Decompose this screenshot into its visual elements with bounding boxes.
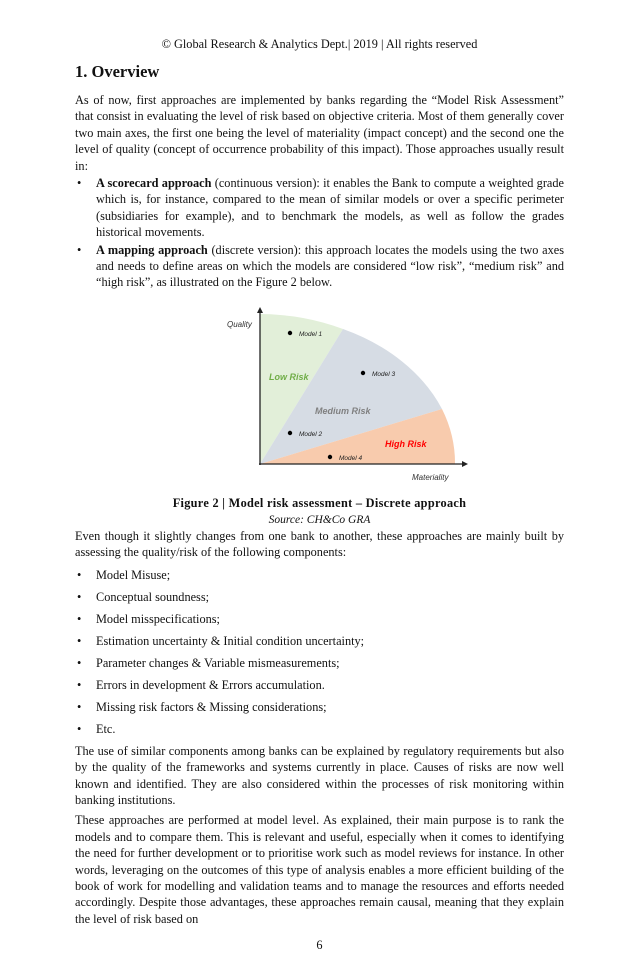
page-header: © Global Research & Analytics Dept.| 2019 | All rights reserved [161, 37, 478, 51]
bullet-icon: • [77, 721, 82, 736]
approach-text: (discrete version): this approach locates the models using the two axes and needs to define areas on which the models are considered “low risk”, “medium risk” and “high risk”, as illustrated on the Figure 2 below. [96, 242, 565, 290]
model-label: Model 4 [339, 454, 363, 462]
list-item [77, 611, 564, 627]
intro-paragraph: As of now, first approaches are implemented by banks regarding the “Model Risk Assessment” that consist in evaluating the level of risk based on objective criteria. Most of them generally cover two main axes, the first one being the level of materiality (impact concept) and the second one the level of quality (concept of occurrence probability of this impact). Those approaches usually result in: [75, 93, 564, 173]
model-label: Model 1 [299, 330, 323, 338]
paragraph-model-level: These approaches are performed at model level. As explained, their main purpose is to rank the models and to compare them. This is relevant and useful, especially when it comes to identifying the need for further development or to prioritise work such as model reviews for instance. In other words, leveraging on the outcomes of this type of analysis enables a more efficient building of the book of work for modelling and validation teams and to manage the resources and efforts needed accordingly. Despite those advantages, these approaches remain causal, meaning that they explain the level of risk based on [75, 813, 564, 926]
bullet-icon: • [77, 633, 82, 648]
figure-caption: Figure 2 | Model risk assessment – Discrete approach [172, 495, 467, 510]
approach-item [77, 175, 564, 241]
list-item-text: Errors in development & Errors accumulation. [96, 677, 325, 692]
list-item [77, 633, 564, 649]
y-axis-label: Quality [227, 319, 252, 329]
model-point [328, 455, 332, 459]
list-item [77, 699, 564, 715]
list-item-text: Parameter changes & Variable mismeasurements; [96, 655, 340, 670]
list-item-text: Model misspecifications; [96, 611, 220, 626]
bullet-icon: • [77, 242, 82, 257]
x-arrow-icon [462, 461, 468, 467]
model-label: Model 3 [372, 370, 396, 378]
model-label: Model 2 [299, 430, 323, 438]
model-point [288, 431, 292, 435]
list-item-text: Conceptual soundness; [96, 589, 210, 604]
list-item [77, 589, 564, 605]
components-intro: Even though it slightly changes from one bank to another, these approaches are mainly built by assessing the quality/risk of the following components: [75, 528, 564, 560]
high-risk-label: High Risk [385, 438, 427, 449]
bullet-icon: • [77, 677, 82, 692]
medium-risk-label: Medium Risk [315, 405, 371, 416]
section-title: 1. Overview [75, 62, 160, 81]
bullet-icon: • [77, 611, 82, 626]
model-point [288, 331, 292, 335]
model-point [361, 371, 365, 375]
approach-text: (continuous version): it enables the Bank to compute a weighted grade which is, for instance, compared to the mean of similar models or over a specific perimeter (subsidiaries for example), and to benchmark the models, as well as follow the grades historical movements. [96, 176, 564, 240]
x-axis-label: Materiality [412, 472, 449, 482]
page-number: 6 [316, 938, 323, 953]
list-item [77, 567, 564, 583]
list-item-text: Estimation uncertainty & Initial condition uncertainty; [96, 633, 365, 648]
bullet-icon: • [77, 176, 82, 191]
low-risk-label: Low Risk [269, 371, 309, 382]
risk-map-diagram [220, 307, 470, 487]
y-arrow-icon [257, 307, 263, 313]
list-item-text: Model Misuse; [96, 567, 171, 582]
list-item [77, 677, 564, 693]
list-item [77, 655, 564, 671]
bullet-icon: • [77, 699, 82, 714]
list-item [77, 721, 564, 737]
paragraph-similar-components: The use of similar components among banks can be explained by regulatory requirements but also by the quality of the frameworks and systems currently in place. Causes of risks are now well known and identified. They are also considered within the processes of risk monitoring within banking institutions. [75, 743, 564, 807]
list-item-text: Missing risk factors & Missing considerations; [96, 699, 327, 714]
bullet-icon: • [77, 567, 82, 582]
bullet-icon: • [77, 655, 82, 670]
approach-name: A scorecard approach [96, 176, 212, 191]
approach-name: A mapping approach [96, 242, 208, 257]
bullet-icon: • [77, 589, 82, 604]
list-item-text: Etc. [96, 721, 116, 736]
approach-item [77, 242, 565, 291]
figure-source: Source: CH&Co GRA [268, 513, 371, 526]
components-list [75, 567, 564, 737]
